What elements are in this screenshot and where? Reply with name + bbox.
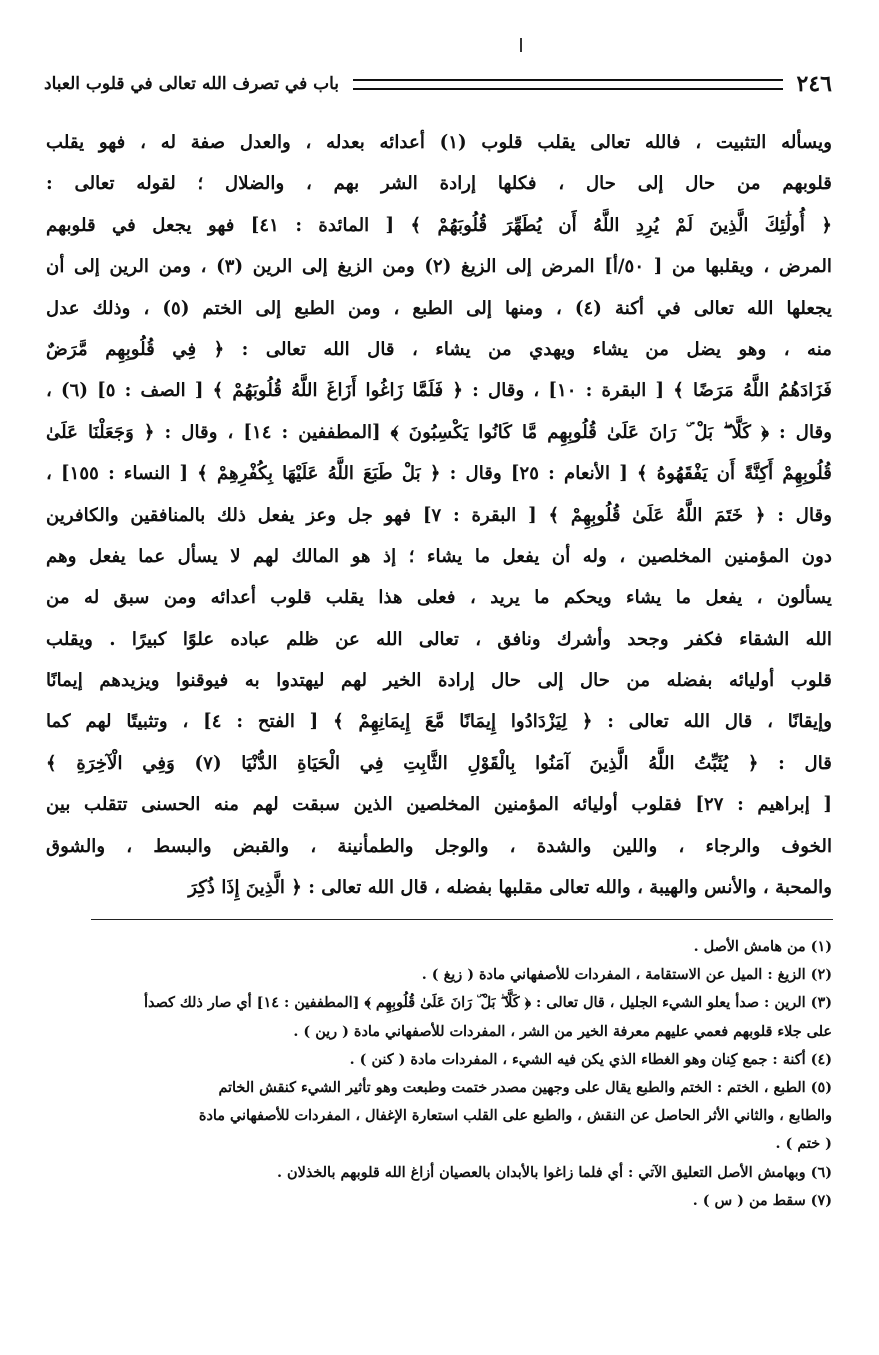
body-line: وإيقانًا ، قال الله تعالى : ﴿ لِيَزْدَادُوا إِيمَانًا مَّعَ إِيمَانِهِمْ ﴾ [ الفتح : ٤] ، وتثبيتًا لهم كما — [46, 711, 832, 733]
body-line: دون المؤمنين المخلصين ، وله أن يفعل ما يشاء ؛ إذ هو المالك لهم لا يسأل عما يفعل وهم — [46, 545, 832, 567]
footnote-line: (١) من هامش الأصل . — [693, 938, 832, 955]
header-double-rule — [353, 79, 783, 90]
footnote-line: (٤) أكنة : جمع كِنان وهو الغطاء الذي يكن فيه الشيء ، المفردات مادة ( كنن ) . — [349, 1050, 832, 1068]
footnote-line: (٥) الطبع ، الختم : الختم والطبع يقال على وجهين مصدر ختمت وطبعت وهو تأثير الشيء كنقش الخاتم — [218, 1078, 832, 1096]
body-line: الخوف والرجاء ، واللين والشدة ، والوجل والطمأنينة ، والقبض والبسط ، والشوق — [46, 835, 832, 857]
body-line: وقال : ﴿ خَتَمَ اللَّهُ عَلَىٰ قُلُوبِهِمْ ﴾ [ البقرة : ٧] فهو جل وعز يفعل ذلك بالمنافقين والكافرين — [46, 504, 832, 526]
footnote-line: (٧) سقط من ( س ) . — [692, 1191, 832, 1209]
running-title: باب في تصرف الله تعالى في قلوب العباد — [44, 74, 340, 94]
body-line: قلوب أوليائه بفضله من حال إلى حال إرادة الخير لهم ليهتدوا به فيوقنوا ويزيدهم إيمانًا — [46, 670, 832, 692]
top-margin-mark — [520, 38, 522, 52]
footnote-line: (٣) الرين : صدأ يعلو الشيء الجليل ، قال تعالى : ﴿ كَلَّا ۖ بَلْ ۜ رَانَ عَلَىٰ قُلُوبِهِم ﴾ [المطففين : ١٤] أي صار ذلك كصدأ — [144, 994, 832, 1012]
body-line: وقال : ﴿ كَلَّا ۖ بَلْ ۜ رَانَ عَلَىٰ قُلُوبِهِم مَّا كَانُوا يَكْسِبُونَ ﴾ [المطففين : ١٤] ، وقال : ﴿ وَجَعَلْنَا عَلَىٰ — [46, 421, 832, 443]
body-line: ويسأله التثبيت ، فالله تعالى يقلب قلوب (١) أعدائه بعدله ، والعدل صفة له ، فهو يقلب — [46, 132, 832, 153]
body-line: قُلُوبِهِمْ أَكِنَّةً أَن يَفْقَهُوهُ ﴾ [ الأنعام : ٢٥] وقال : ﴿ بَلْ طَبَعَ اللَّهُ عَلَيْهَا بِكُفْرِهِمْ ﴾ [ النساء : ١٥٥] ، — [46, 463, 832, 485]
body-line: منه ، وهو يضل من يشاء ويهدي من يشاء ، قال الله تعالى : ﴿ فِي قُلُوبِهِم مَّرَضٌ — [46, 338, 832, 360]
footnotes — [46, 933, 832, 1215]
main-text — [46, 122, 832, 908]
footnote-line: (٢) الزيغ : الميل عن الاستقامة ، المفردات للأصفهاني مادة ( زيغ ) . — [421, 966, 832, 984]
body-line: قال : ﴿ يُثَبِّتُ اللَّهُ الَّذِينَ آمَنُوا بِالْقَوْلِ الثَّابِتِ فِي الْحَيَاةِ الدُّنْيَا (٧) وَفِي الْآخِرَةِ ﴾ — [46, 752, 832, 774]
footnote-line: والطابع ، والثاني الأثر الحاصل عن النقش ، والطبع على القلب استعارة الإغفال ، المفردات للأصفهاني مادة — [198, 1107, 832, 1125]
body-line: والمحبة ، والأنس والهيبة ، والله تعالى مقلبها بفضله ، قال الله تعالى : ﴿ الَّذِينَ إِذَا ذُكِرَ — [188, 877, 832, 899]
body-line: يجعلها الله تعالى في أكنة (٤) ، ومنها إلى الطبع ، ومن الطبع إلى الختم (٥) ، وذلك عدل — [46, 297, 832, 319]
footnote-line: (٦) وبهامش الأصل التعليق الآتي : أي فلما زاغوا بالأبدان بالعصيان أزاغ الله قلوبهم بالخذلان . — [277, 1163, 832, 1181]
page-header — [44, 62, 832, 106]
body-line: قلوبهم من حال إلى حال ، فكلها إرادة الشر بهم ، والضلال ؛ لقوله تعالى : — [46, 173, 832, 195]
body-line: [ إبراهيم : ٢٧] فقلوب أوليائه المؤمنين المخلصين الذين سبقت لهم منه الحسنى تتقلب بين — [46, 794, 832, 816]
footnote-line: ( ختم ) . — [775, 1135, 832, 1153]
body-line: ﴿ أُولَٰئِكَ الَّذِينَ لَمْ يُرِدِ اللَّهُ أَن يُطَهِّرَ قُلُوبَهُمْ ﴾ [ المائدة : ٤١] فهو يجعل في قلوبهم — [46, 214, 832, 236]
body-line: المرض ، ويقلبها من [ ٥٠/أ] المرض إلى الزيغ (٢) ومن الزيغ إلى الرين (٣) ، ومن الرين إلى أن — [46, 256, 832, 278]
footnote-separator — [91, 919, 833, 920]
body-line: فَزَادَهُمُ اللَّهُ مَرَضًا ﴾ [ البقرة : ١٠] ، وقال : ﴿ فَلَمَّا زَاغُوا أَزَاغَ اللَّهُ قُلُوبَهُمْ ﴾ [ الصف : ٥] (٦) ، — [46, 380, 832, 402]
footnote-line: على جلاء قلوبهم فعمي عليهم معرفة الخير من الشر ، المفردات للأصفهاني مادة ( رين ) . — [293, 1022, 832, 1040]
page-number: ٢٤٦ — [796, 71, 832, 97]
body-line: الله الشقاء فكفر وجحد وأشرك ونافق ، تعالى الله عن ظلم عباده علوًا كبيرًا . ويقلب — [46, 628, 832, 650]
body-line: يسألون ، يفعل ما يشاء ويحكم ما يريد ، فعلى هذا يقلب قلوب أعدائه ومن سبق له من — [46, 587, 832, 609]
